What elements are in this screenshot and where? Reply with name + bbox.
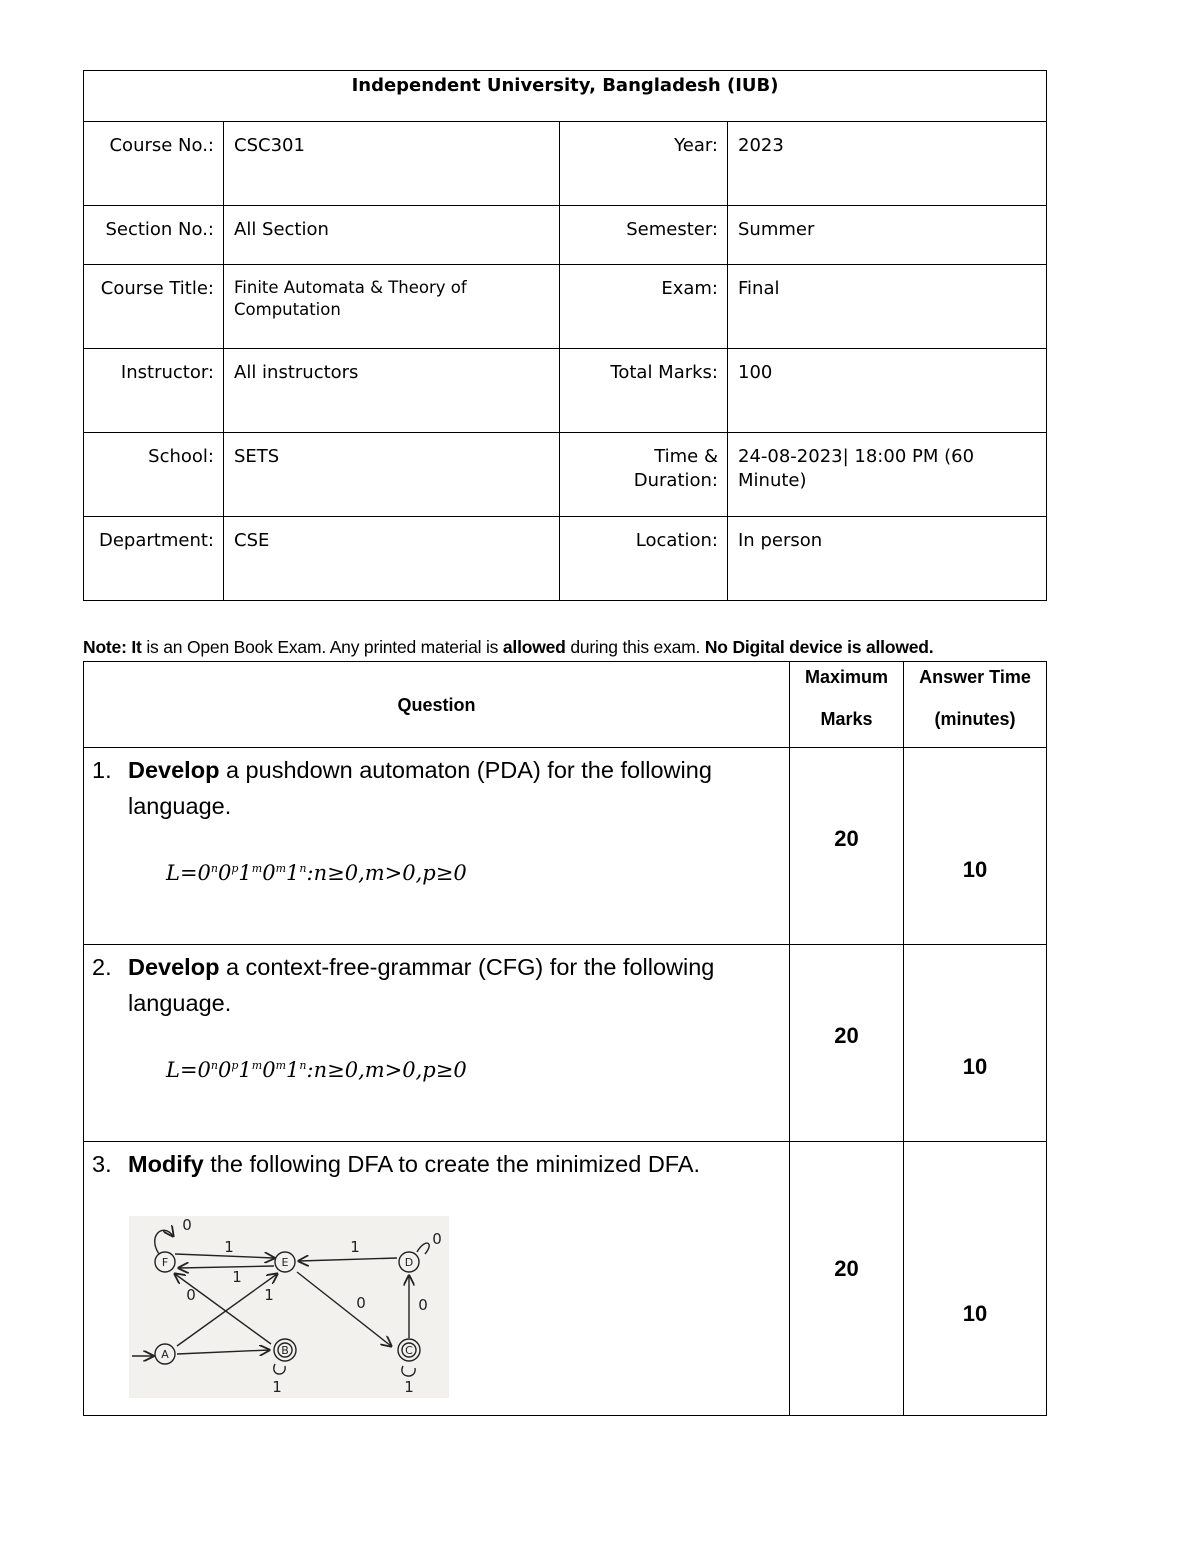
question-1-time: 10: [904, 748, 1047, 945]
school-value: SETS: [224, 433, 560, 517]
state-a-label: A: [161, 1348, 169, 1361]
semester-label: Semester:: [560, 206, 728, 265]
label-e-f: 1: [232, 1268, 242, 1286]
exam-label: Exam:: [560, 265, 728, 349]
question-1-number: 1.: [92, 757, 112, 783]
label-c-d: 0: [418, 1296, 428, 1314]
question-1-formula: $L=0^n0^p1^m0^m1^n:n\ge 0,m>0,p\ge 0$: [166, 861, 467, 885]
question-1-line2: language.: [128, 793, 232, 819]
label-a-e: 1: [264, 1286, 274, 1304]
max-marks-header-line2: Marks: [820, 708, 873, 729]
course-no-label: Course No.:: [84, 122, 224, 206]
loop-d-0: [417, 1243, 429, 1254]
course-title-value: Finite Automata & Theory of Computation: [224, 265, 560, 349]
question-2-cell: [84, 945, 790, 1142]
question-2-number: 2.: [92, 954, 112, 980]
location-value: In person: [728, 517, 1047, 601]
edge-d-e-1: [299, 1258, 397, 1261]
label-loop-c: 1: [404, 1378, 414, 1396]
state-c-label: C: [405, 1344, 413, 1357]
label-loop-d: 0: [432, 1230, 442, 1248]
label-b-f: 0: [186, 1286, 196, 1304]
question-3-number: 3.: [92, 1151, 112, 1177]
question-1-verb: Develop: [128, 757, 220, 783]
section-label: Section No.:: [84, 206, 224, 265]
question-3-time: 10: [904, 1142, 1047, 1416]
instructor-label: Instructor:: [84, 349, 224, 433]
note-it: It: [131, 637, 142, 657]
question-2-verb: Develop: [128, 954, 220, 980]
question-1-line1: a pushdown automaton (PDA) for the following: [219, 757, 712, 783]
section-value: All Section: [224, 206, 560, 265]
total-marks-value: 100: [728, 349, 1047, 433]
label-f-e: 1: [224, 1238, 234, 1256]
department-value: CSE: [224, 517, 560, 601]
answer-time-header-line1: Answer Time: [919, 666, 1031, 687]
dfa-diagram-image: [129, 1216, 449, 1398]
note-label: Note:: [83, 637, 127, 657]
question-3-marks: 20: [790, 1142, 904, 1416]
edge-e-c-0: [297, 1272, 391, 1346]
answer-time-column-header: [904, 662, 1047, 748]
time-value: 24-08-2023| 18:00 PM (60 Minute): [728, 433, 1047, 517]
edge-e-f-1: [179, 1266, 274, 1268]
school-label: School:: [84, 433, 224, 517]
note-text-2: during this exam.: [565, 637, 705, 657]
course-title-label: Course Title:: [84, 265, 224, 349]
question-3-cell: [84, 1142, 790, 1416]
course-info-table: [83, 70, 1047, 601]
note-no-digital: No Digital device is allowed.: [704, 637, 934, 657]
edge-a-e-1: [177, 1274, 277, 1346]
question-3-text: [92, 1146, 769, 1182]
question-2-line2: language.: [128, 990, 232, 1016]
note-text-1: is an Open Book Exam. Any printed material is: [141, 637, 503, 657]
time-label: Time & Duration:: [560, 433, 728, 517]
state-b-label: B: [281, 1344, 289, 1357]
location-label: Location:: [560, 517, 728, 601]
university-title: Independent University, Bangladesh (IUB): [84, 71, 1047, 122]
question-row-3: [84, 1142, 1047, 1416]
course-no-value: CSC301: [224, 122, 560, 206]
label-e-c: 0: [356, 1294, 366, 1312]
department-label: Department:: [84, 517, 224, 601]
question-1-cell: [84, 748, 790, 945]
question-row-1: [84, 748, 1047, 945]
questions-table: [83, 661, 1047, 1416]
max-marks-column-header: [790, 662, 904, 748]
question-row-2: [84, 945, 1047, 1142]
question-2-time: 10: [904, 945, 1047, 1142]
edge-b-f-0: [175, 1274, 271, 1344]
question-1-marks: 20: [790, 748, 904, 945]
edge-a-b-0: [177, 1350, 269, 1354]
loop-f-0: [155, 1230, 173, 1254]
loop-c-1: [402, 1366, 415, 1376]
question-column-header: Question: [84, 662, 790, 748]
question-2-text: [92, 949, 769, 1021]
exam-value: Final: [728, 265, 1047, 349]
answer-time-header-line2: (minutes): [934, 708, 1016, 729]
year-value: 2023: [728, 122, 1047, 206]
question-2-formula: $L=0^n0^p1^m0^m1^n:n\ge 0,m>0,p\ge 0$: [166, 1058, 467, 1082]
state-e-label: E: [281, 1256, 289, 1269]
question-3-line1: the following DFA to create the minimized DFA.: [203, 1151, 701, 1177]
loop-b-1: [274, 1364, 285, 1374]
label-loop-b: 1: [272, 1378, 282, 1396]
instructor-value: All instructors: [224, 349, 560, 433]
question-2-line1: a context-free-grammar (CFG) for the following: [219, 954, 715, 980]
question-2-marks: 20: [790, 945, 904, 1142]
note-allowed: allowed: [502, 637, 566, 657]
year-label: Year:: [560, 122, 728, 206]
state-f-label: F: [161, 1256, 169, 1269]
label-loop-f: 0: [182, 1216, 192, 1234]
exam-note: [83, 637, 1083, 658]
label-d-e: 1: [350, 1238, 360, 1256]
dfa-diagram: [129, 1216, 449, 1398]
total-marks-label: Total Marks:: [560, 349, 728, 433]
question-3-verb: Modify: [128, 1151, 204, 1177]
question-1-text: [92, 752, 769, 824]
semester-value: Summer: [728, 206, 1047, 265]
max-marks-header-line1: Maximum: [804, 666, 889, 687]
state-d-label: D: [404, 1256, 414, 1269]
